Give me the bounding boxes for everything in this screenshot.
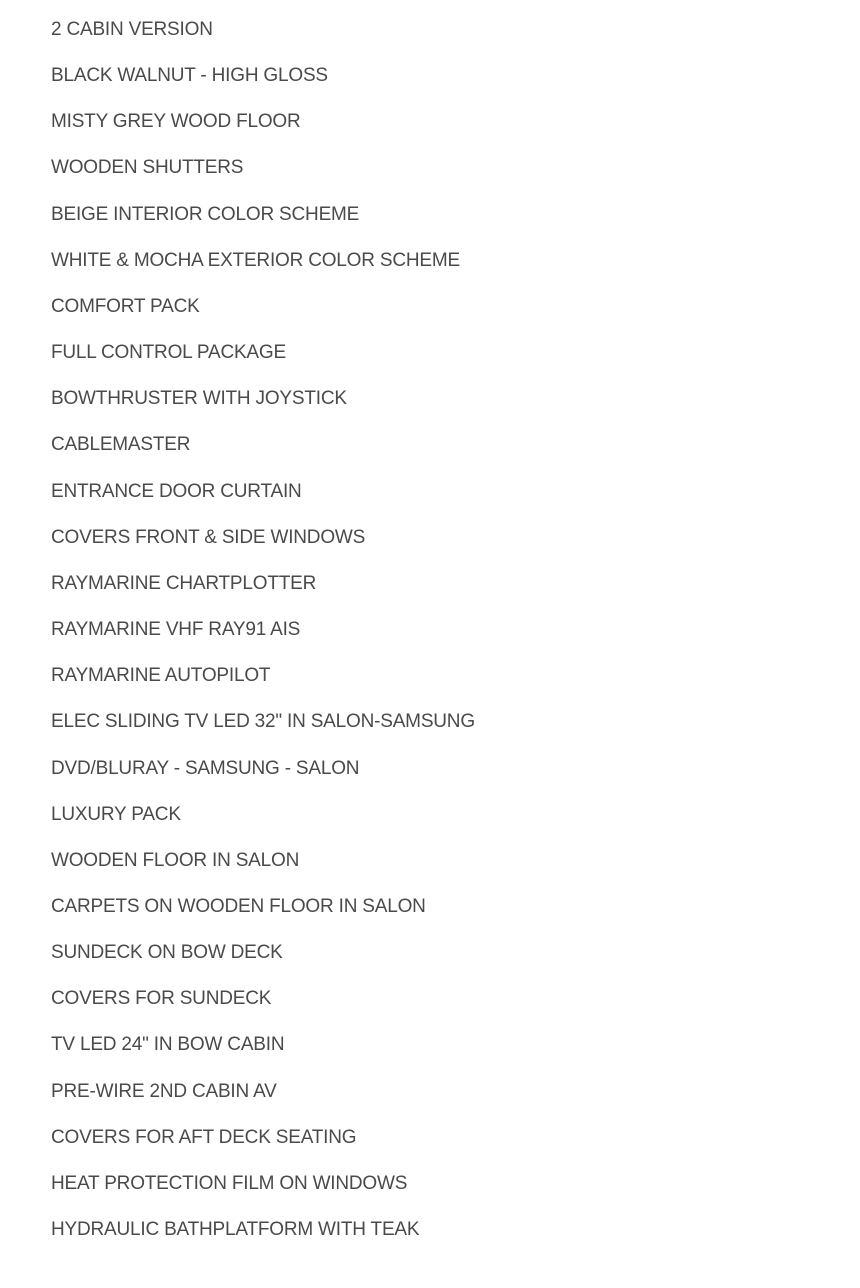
list-item: WOODEN FLOOR IN SALON [51, 849, 300, 871]
list-item: HEAT PROTECTION FILM ON WINDOWS [51, 1172, 408, 1194]
list-item: WHITE & MOCHA EXTERIOR COLOR SCHEME [51, 249, 460, 271]
list-item: FULL CONTROL PACKAGE [51, 342, 286, 364]
list-item: COVERS FOR SUNDECK [51, 988, 272, 1010]
list-item: 2 CABIN VERSION [51, 19, 213, 40]
list-item: BLACK WALNUT - HIGH GLOSS [51, 65, 328, 87]
list-item: HYDRAULIC BATHPLATFORM WITH TEAK [51, 1219, 420, 1241]
equipment-options-list [51, 14, 475, 1260]
list-item: LUXURY PACK [51, 803, 181, 825]
list-item: BEIGE INTERIOR COLOR SCHEME [51, 203, 360, 225]
list-item: CARPETS ON WOODEN FLOOR IN SALON [51, 895, 426, 917]
list-item: COVERS FOR AFT DECK SEATING [51, 1126, 357, 1148]
list-item: RAYMARINE VHF RAY91 AIS [51, 619, 301, 641]
list-item: WOODEN SHUTTERS [51, 157, 244, 179]
list-item: RAYMARINE AUTOPILOT [51, 665, 271, 687]
list-item: COMFORT PACK [51, 295, 200, 317]
list-item: COVERS FRONT & SIDE WINDOWS [51, 526, 366, 548]
list-item: CABLEMASTER [51, 434, 191, 456]
list-item: PRE-WIRE 2ND CABIN AV [51, 1080, 277, 1102]
list-item: MISTY GREY WOOD FLOOR [51, 111, 301, 133]
list-item: ELEC SLIDING TV LED 32" IN SALON-SAMSUNG [51, 711, 475, 733]
list-item: DVD/BLURAY - SAMSUNG - SALON [51, 757, 360, 779]
list-item: ENTRANCE DOOR CURTAIN [51, 480, 302, 502]
list-item: RAYMARINE CHARTPLOTTER [51, 572, 317, 594]
list-item: BOWTHRUSTER WITH JOYSTICK [51, 388, 347, 410]
list-item: TV LED 24" IN BOW CABIN [51, 1034, 285, 1056]
list-item: SUNDECK ON BOW DECK [51, 942, 283, 964]
